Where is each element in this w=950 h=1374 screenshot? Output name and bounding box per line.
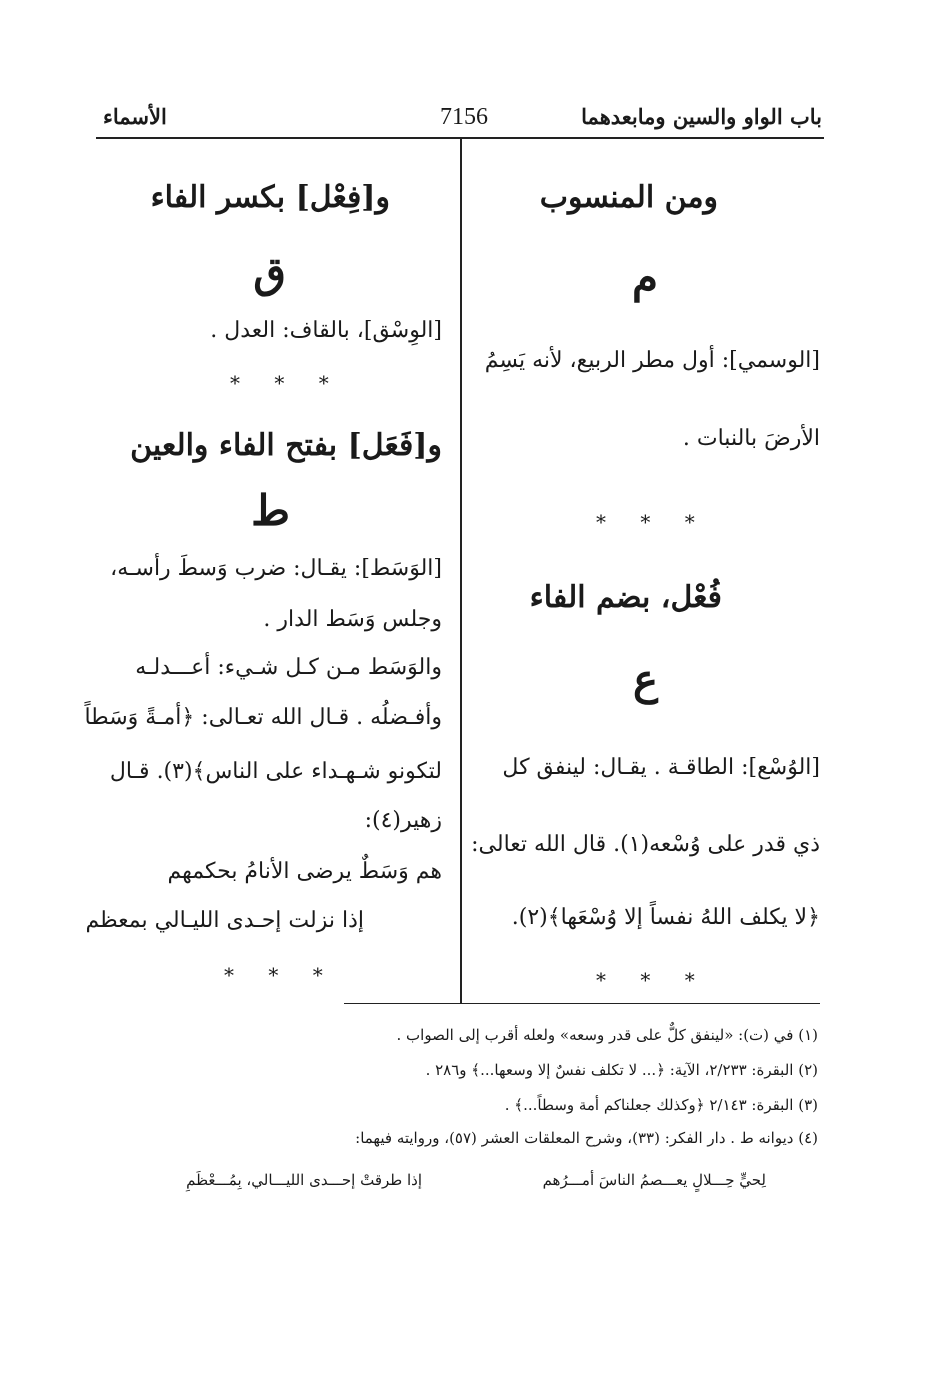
footnote-4: (٤) ديوانه ط . دار الفكر: (٣٣)، وشرح المعلقات العشر (٥٧)، وروايته فيهما: bbox=[355, 1129, 818, 1147]
entry-wasat-line1: [الوَسَط]: يقـال: ضرب وَسطَ رأسـه، bbox=[110, 556, 442, 581]
entry-wasat2-line4: زهير(٤): bbox=[364, 808, 442, 833]
entry-wasat-line2: وجلس وَسَط الدار . bbox=[263, 607, 442, 632]
poem-verse-second: إذا نزلت إحـدى الليـالي بمعظم bbox=[85, 908, 364, 933]
entry-wasmi-line2: الأرضَ بالنبات . bbox=[682, 426, 820, 451]
poem-verse-first: هم وَسَطٌ يرضى الأنامُ بحكمهم bbox=[167, 859, 442, 884]
column-divider bbox=[460, 139, 462, 1003]
letter-heading-ain: ع bbox=[632, 655, 658, 704]
entry-wus-line2: ذي قدر على وُسْعه(١). قال الله تعالى: bbox=[471, 832, 820, 857]
letter-heading-qaf: ق bbox=[253, 248, 286, 297]
footnote-2: (٢) البقرة: ٢/٢٣٣، الآية: ﴿... لا تكلف نفسٌ إلا وسعها...﴾ و٢٨٦ . bbox=[425, 1061, 818, 1079]
section-title-fuel: فُعْل، بضم الفاء bbox=[529, 580, 722, 615]
footnote-3: (٣) البقرة: ٢/١٤٣ ﴿وكذلك جعلناكم أمة وسطاً...﴾ . bbox=[504, 1096, 818, 1114]
running-header-right: باب الواو والسين ومابعدهما bbox=[581, 104, 822, 129]
section-title-faal: و[فَعَل] بفتح الفاء والعين bbox=[130, 428, 442, 463]
entry-wus-line1: [الوُسْع]: الطاقـة . يقـال: لينفق كل bbox=[502, 755, 820, 780]
footnote-verse-second: إذا طرقتْ إحـــدى الليـــالي، بِمُـــعْظَمِ bbox=[186, 1171, 422, 1189]
separator-stars: * * * bbox=[230, 371, 343, 395]
running-header-left: الأسماء bbox=[103, 104, 167, 129]
entry-wisq: [الوِسْق]، بالقاف: العدل . bbox=[210, 318, 442, 343]
letter-heading-mim: م bbox=[631, 253, 658, 302]
entry-wus-line3: ﴿لا يكلف اللهُ نفساً إلا وُسْعَها﴾(٢). bbox=[511, 905, 820, 930]
separator-stars: * * * bbox=[596, 968, 709, 992]
footnote-1: (١) في (ت): «لينفق كلٌّ على قدر وسعه» ولعله أقرب إلى الصواب . bbox=[396, 1026, 818, 1044]
separator-stars: * * * bbox=[596, 510, 709, 534]
footnote-verse-first: لِحيٍّ حِـــلالٍ يعـــصمُ الناسَ أمـــرُهم bbox=[542, 1171, 766, 1189]
section-title-nisba: ومن المنسوب bbox=[539, 180, 718, 215]
entry-wasat2-line3: لتكونو شـهـداء على الناس﴾(٣). قـال bbox=[109, 759, 442, 784]
separator-stars: * * * bbox=[224, 963, 337, 987]
entry-wasmi-line1: [الوسمي]: أول مطر الربيع، لأنه يَسِمُ bbox=[484, 348, 820, 373]
letter-heading-ta: ط bbox=[251, 486, 290, 535]
section-title-fil: و[فِعْل] بكسر الفاء bbox=[150, 180, 390, 215]
page-number: 7156 bbox=[440, 104, 488, 130]
entry-wasat2-line1: والوَسَط مـن كـل شـيء: أعـــدلـه bbox=[135, 655, 442, 680]
entry-wasat2-line2: وأفـضلُه . قـال الله تعـالى: ﴿أمـةً وَسَطاً bbox=[84, 705, 442, 730]
footnote-rule bbox=[344, 1003, 820, 1004]
